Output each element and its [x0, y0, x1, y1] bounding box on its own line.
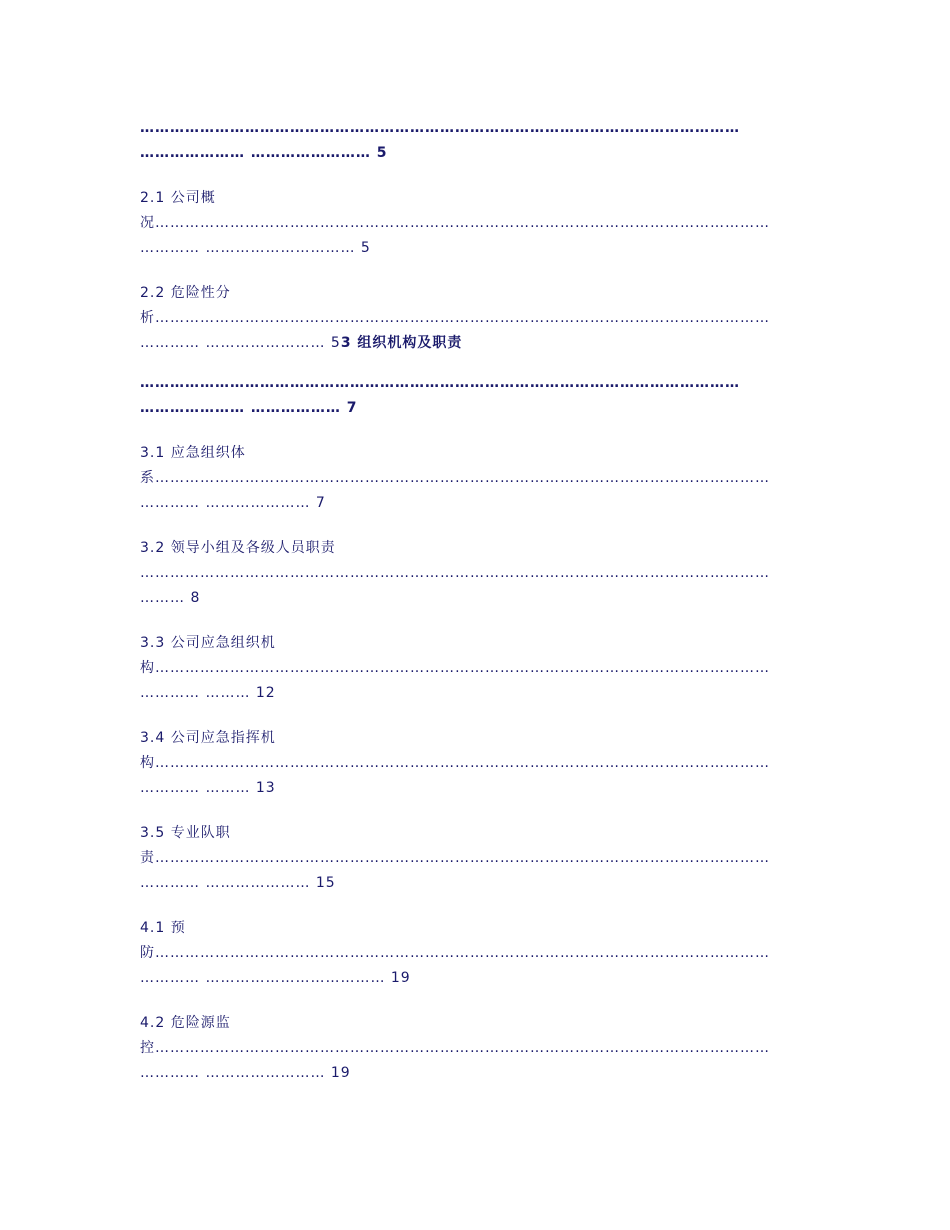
toc-entry-2-2-page	[140, 331, 810, 356]
toc-entry-2-2-page-text: ………… …………………… 5	[140, 335, 341, 351]
toc-entry-3-1-page: ………… ………………… 7	[140, 495, 326, 511]
toc-entry-3-5-title: 3.5 专业队职	[140, 825, 231, 841]
toc-heading-3: 3 组织机构及职责	[340, 335, 463, 351]
toc-entry-3-3-page: ………… ……… 12	[140, 685, 276, 701]
toc-line: ………………… …………………… 5	[140, 145, 388, 161]
toc-entry-3-3-dots: 构……………………………………………………………………………………………………………	[140, 660, 770, 676]
toc-entry-4-1-page: ………… ……………………………… 19	[140, 970, 411, 986]
toc-entry-4-2-dots: 控……………………………………………………………………………………………………………	[140, 1040, 770, 1056]
toc-entry-3-2-page: ……… 8	[140, 590, 201, 606]
toc-entry-3-5-page: ………… ………………… 15	[140, 875, 336, 891]
toc-entry-3-2-dots: ………………………………………………………………………………………………………………	[140, 565, 770, 581]
toc-entry-3-2-title: 3.2 领导小组及各级人员职责	[140, 540, 336, 556]
toc-heading-3-dots: …………………………………………………………………………………………………………	[140, 375, 740, 391]
toc-entry-3-1-dots: 系……………………………………………………………………………………………………………	[140, 470, 770, 486]
toc-line: …………………………………………………………………………………………………………	[140, 120, 740, 136]
table-of-contents	[140, 116, 810, 1086]
toc-entry-4-2-page: ………… …………………… 19	[140, 1065, 351, 1081]
toc-entry-2-2-dots: 析……………………………………………………………………………………………………………	[140, 310, 770, 326]
toc-entry-4-1-title: 4.1 预	[140, 920, 186, 936]
toc-entry-2-1-title: 2.1 公司概	[140, 190, 216, 206]
toc-entry-2-1-dots: 况……………………………………………………………………………………………………………	[140, 215, 770, 231]
toc-entry-2-1-page: ………… ………………………… 5	[140, 240, 371, 256]
toc-entry-4-1-dots: 防……………………………………………………………………………………………………………	[140, 945, 770, 961]
toc-heading-3-page: ………………… ……………… 7	[140, 400, 358, 416]
toc-entry-2-2-title: 2.2 危险性分	[140, 285, 231, 301]
toc-entry-3-3-title: 3.3 公司应急组织机	[140, 635, 276, 651]
toc-entry-4-2-title: 4.2 危险源监	[140, 1015, 231, 1031]
toc-entry-3-5-dots: 责……………………………………………………………………………………………………………	[140, 850, 770, 866]
toc-entry-3-4-dots: 构……………………………………………………………………………………………………………	[140, 755, 770, 771]
toc-entry-3-4-title: 3.4 公司应急指挥机	[140, 730, 276, 746]
toc-entry-3-4-page: ………… ……… 13	[140, 780, 276, 796]
toc-entry-3-1-title: 3.1 应急组织体	[140, 445, 246, 461]
